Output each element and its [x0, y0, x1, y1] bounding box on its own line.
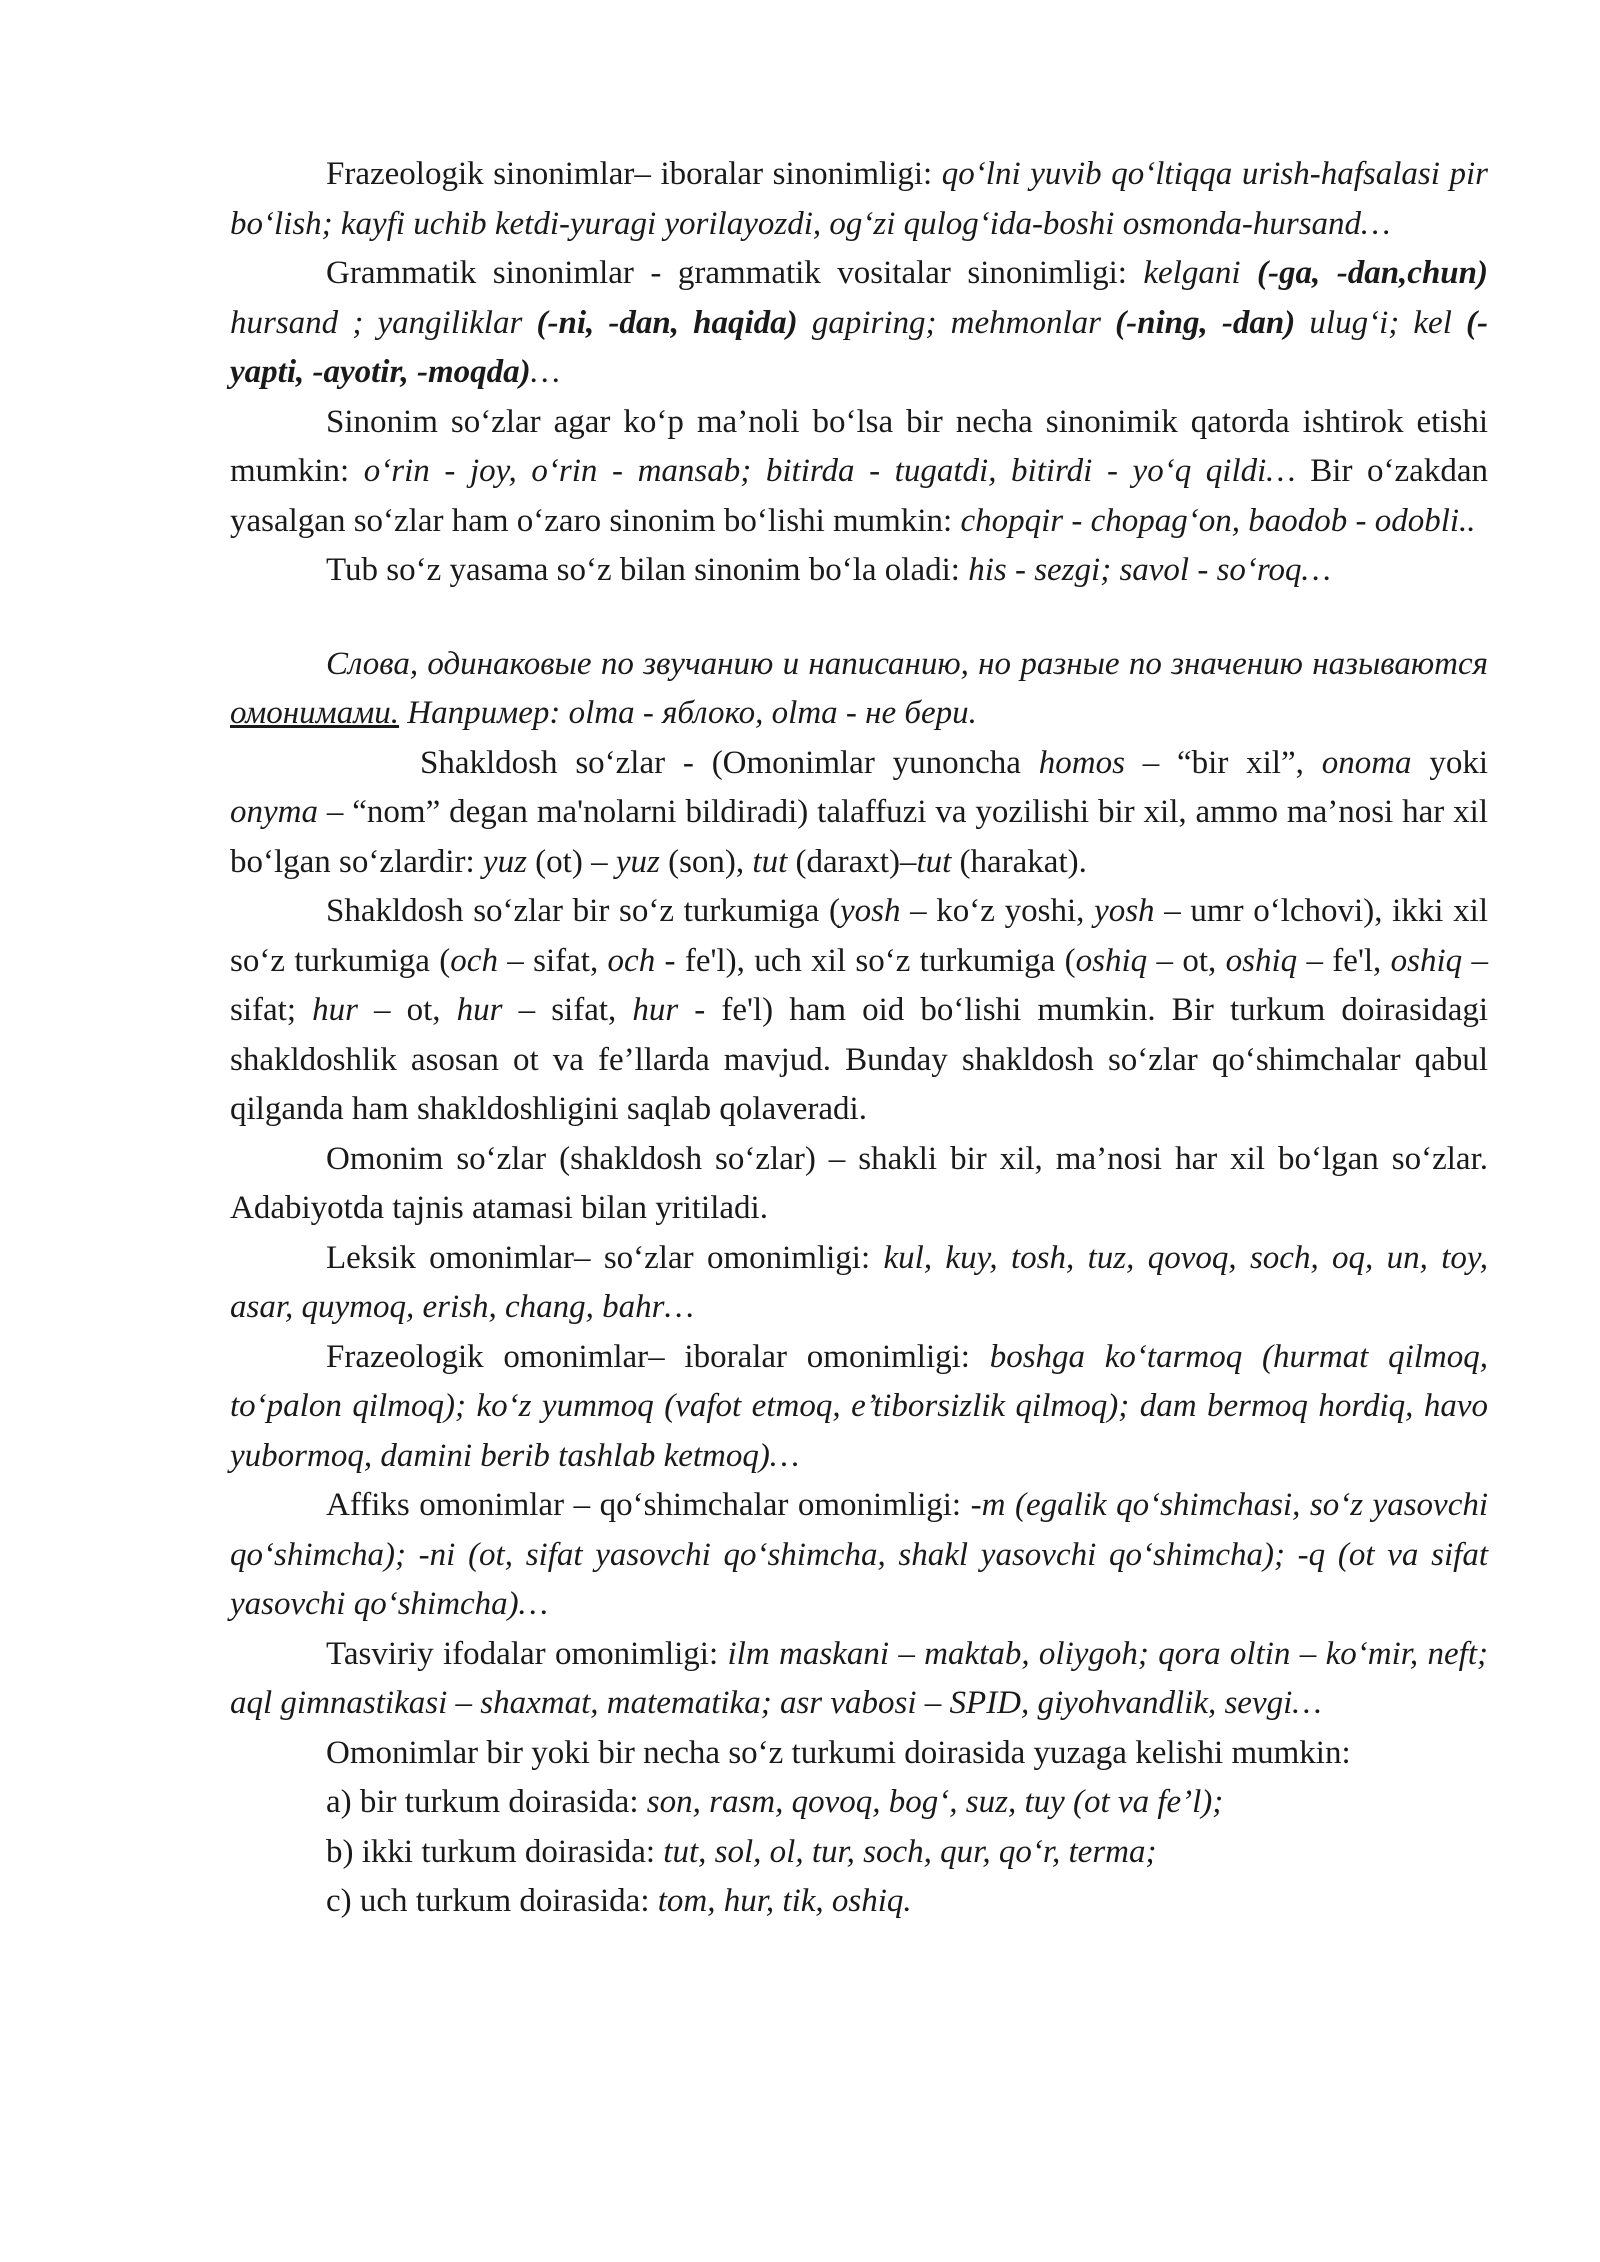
text-segment: Grammatik sinonimlar - grammatik vositalar sinonimligi: [326, 255, 1144, 291]
text-segment: – fe'l, [1297, 942, 1391, 979]
document-page [230, 150, 1488, 1927]
text-segment: yosh [1094, 893, 1155, 929]
text-segment: hursand ; yangiliklar [230, 304, 537, 341]
text-segment: – sifat, [502, 992, 633, 1028]
text-segment: onyma [230, 794, 318, 830]
text-segment: Например: olma - яблоко, olma - не бери. [399, 695, 977, 731]
text-segment: c) uch turkum doirasida: [326, 1883, 658, 1919]
text-segment: tut, sol, ol, tur, soch, qur, qo‘r, terma; [663, 1833, 1157, 1870]
text-segment: boshga ko‘tarmoq (hurmat qilmoq, to‘palon qilmoq); ko‘z yummoq (vafot etmoq, e’tiborsizlik qilmoq); dam bermoq hordiq, havo yubormoq, damini berib tashlab ketmoq)… [230, 1338, 1489, 1474]
text-segment: gapiring; mehmonlar [797, 304, 1116, 341]
text-segment: kul, kuy, tosh, tuz, qovoq, soch, oq, un, toy, asar, quymoq, erish, chang, bahr… [230, 1239, 1488, 1325]
text-segment: Shakldosh so‘zlar bir so‘z turkumiga ( [326, 893, 840, 929]
text-segment: b) ikki turkum doirasida: [326, 1833, 664, 1870]
text-segment: tut [752, 843, 788, 880]
text-segment: ulug‘i; kel [1295, 304, 1467, 341]
paragraph-list-a [230, 1778, 1488, 1828]
text-segment: (ot) – [526, 843, 616, 880]
text-segment: onoma [1321, 744, 1412, 781]
text-segment: (-yapti, -ayotir, -moqda) [230, 304, 1489, 390]
text-segment: ilm maskani – maktab, oliygoh; qora oltin – ko‘mir, neft; aql gimnastikasi – shaxmat, matematika; asr vabosi – SPID, giyohvandlik, sevgi… [230, 1635, 1489, 1721]
text-segment: och [450, 942, 498, 979]
paragraph-russian-omonimy [230, 640, 1488, 739]
text-segment: yoki [1411, 744, 1489, 781]
text-segment: (-ni, -dan, haqida) [536, 304, 798, 341]
text-segment: -m (egalik qo‘shimchasi, so‘z yasovchi qo‘shimcha); -ni (ot, sifat yasovchi qo‘shimcha, shakl yasovchi qo‘shimcha); -q (ot va sifat yasovchi qo‘shimcha)… [230, 1487, 1489, 1622]
paragraph-leksik-omonimlar [230, 1234, 1488, 1333]
text-segment: Sinonim so‘zlar agar ko‘p ma’noli bo‘lsa bir necha sinonimik qatorda ishtirok etishi mumkin: [230, 403, 1488, 489]
text-segment: – “nom” degan ma'nolarni bildiradi) talaffuzi va yozilishi bir xil, ammo ma’nosi har xil bo‘lgan so‘zlardir: [230, 794, 1488, 880]
text-segment: Tasviriy ifodalar omonimligi: [326, 1635, 728, 1672]
text-segment: (son), [659, 843, 753, 880]
text-segment: - fe'l) ham oid bo‘lishi mumkin. Bir turkum doirasidagi shakldoshlik asosan ot va fe’llarda mavjud. Bunday shakldosh so‘zlar qo‘shimchalar qabul qilganda ham shakldoshligini saqlab qolaveradi. [230, 992, 1489, 1127]
text-segment: Tub so‘z yasama so‘z bilan sinonim bo‘la oladi: [326, 552, 969, 588]
text-segment: yuz [482, 843, 527, 880]
text-segment: oshiq [1075, 942, 1148, 979]
text-segment: (harakat). [951, 843, 1087, 880]
text-segment: – ot, [357, 992, 457, 1028]
paragraph-shakldosh-turkum [230, 887, 1488, 1135]
text-segment: – ko‘z yoshi, [900, 893, 1095, 929]
text-segment: Affiks omonimlar – qo‘shimchalar omonimligi: [326, 1487, 971, 1523]
text-segment: yuz [615, 843, 660, 880]
text-segment: … [530, 354, 560, 390]
paragraph-grammatik-sinonimlar [230, 249, 1488, 398]
paragraph-omonimlar-turkum [230, 1729, 1488, 1779]
text-segment: tom, hur, tik, oshiq. [657, 1883, 912, 1919]
text-segment: омонимами. [230, 695, 400, 731]
text-segment: Omonimlar bir yoki bir necha so‘z turkumi doirasida yuzaga kelishi mumkin: [326, 1734, 1351, 1771]
paragraph-shakldosh-sozlar [230, 739, 1488, 888]
text-segment: oshiq [1390, 942, 1463, 979]
text-segment: kelgani [1143, 255, 1257, 291]
paragraph-frazeologik-omonimlar [230, 1333, 1488, 1482]
text-segment: Leksik omonimlar– so‘zlar omonimligi: [326, 1239, 884, 1276]
text-segment: yosh [839, 893, 901, 929]
paragraph-omonim-sozlar [230, 1135, 1488, 1234]
paragraph-frazeologik-sinonimlar [230, 150, 1488, 249]
text-segment: his - sezgi; savol - so‘roq… [968, 552, 1331, 588]
text-segment: Frazeologik sinonimlar– iboralar sinonimligi: [326, 156, 942, 192]
paragraph-list-c [230, 1877, 1488, 1927]
text-segment: hur [456, 992, 503, 1028]
text-segment: qo‘lni yuvib qo‘ltiqqa urish-hafsalasi pir bo‘lish; kayfi uchib ketdi-yuragi yorilayozdi, og‘zi qulog‘ida-boshi osmonda-hursand… [230, 156, 1489, 242]
text-segment: son, rasm, qovoq, bog‘, suz, tuy (ot va fe’l); [646, 1784, 1224, 1820]
text-segment: Слова, одинаковые по звучанию и написанию, но разные по значению называются [326, 645, 1488, 682]
text-segment: Omonim so‘zlar (shakldosh so‘zlar) – shakli bir xil, ma’nosi har xil bo‘lgan so‘zlar. Adabiyotda tajnis atamasi bilan yritiladi. [230, 1140, 1488, 1226]
paragraph-tasviriy-ifodalar [230, 1630, 1488, 1729]
text-segment: – sifat; [230, 942, 1489, 1028]
text-segment: Bir o‘zakdan yasalgan so‘zlar ham o‘zaro sinonim bo‘lishi mumkin: [230, 453, 1488, 539]
text-segment: (daraxt)– [787, 843, 917, 880]
text-segment: hur [632, 992, 679, 1028]
text-segment: Frazeologik omonimlar– iboralar omonimligi: [326, 1338, 990, 1375]
text-segment: - fe'l), uch xil so‘z turkumiga ( [655, 942, 1076, 979]
paragraph-affiks-omonimlar [230, 1481, 1488, 1630]
text-segment: Shakldosh so‘zlar - (Omonimlar yunoncha [420, 744, 1039, 781]
paragraph-sinonim-kop-manoli [230, 398, 1488, 547]
text-segment: (-ning, -dan) [1115, 304, 1296, 341]
paragraph-spacer [230, 596, 1488, 640]
text-segment: homos [1038, 744, 1125, 781]
paragraph-list-b [230, 1828, 1488, 1878]
text-segment: oshiq [1225, 942, 1298, 979]
text-segment: och [607, 942, 656, 979]
text-segment: a) bir turkum doirasida: [326, 1784, 647, 1820]
paragraph-tub-soz [230, 546, 1488, 596]
text-segment: – sifat, [497, 942, 608, 979]
text-segment: hur [312, 992, 358, 1028]
text-segment: – ot, [1147, 942, 1226, 979]
text-segment: (-ga, -dan,chun) [1257, 255, 1488, 291]
text-segment: tut [916, 843, 952, 880]
text-segment: – “bir xil”, [1124, 744, 1322, 781]
text-segment: chopqir - chopag‘on, baodob - odobli.. [960, 502, 1476, 539]
text-segment: o‘rin - joy, o‘rin - mansab; bitirda - tugatdi, bitirdi - yo‘q qildi… [363, 453, 1296, 489]
text-segment: – umr o‘lchovi), ikki xil so‘z turkumiga ( [230, 893, 1488, 979]
